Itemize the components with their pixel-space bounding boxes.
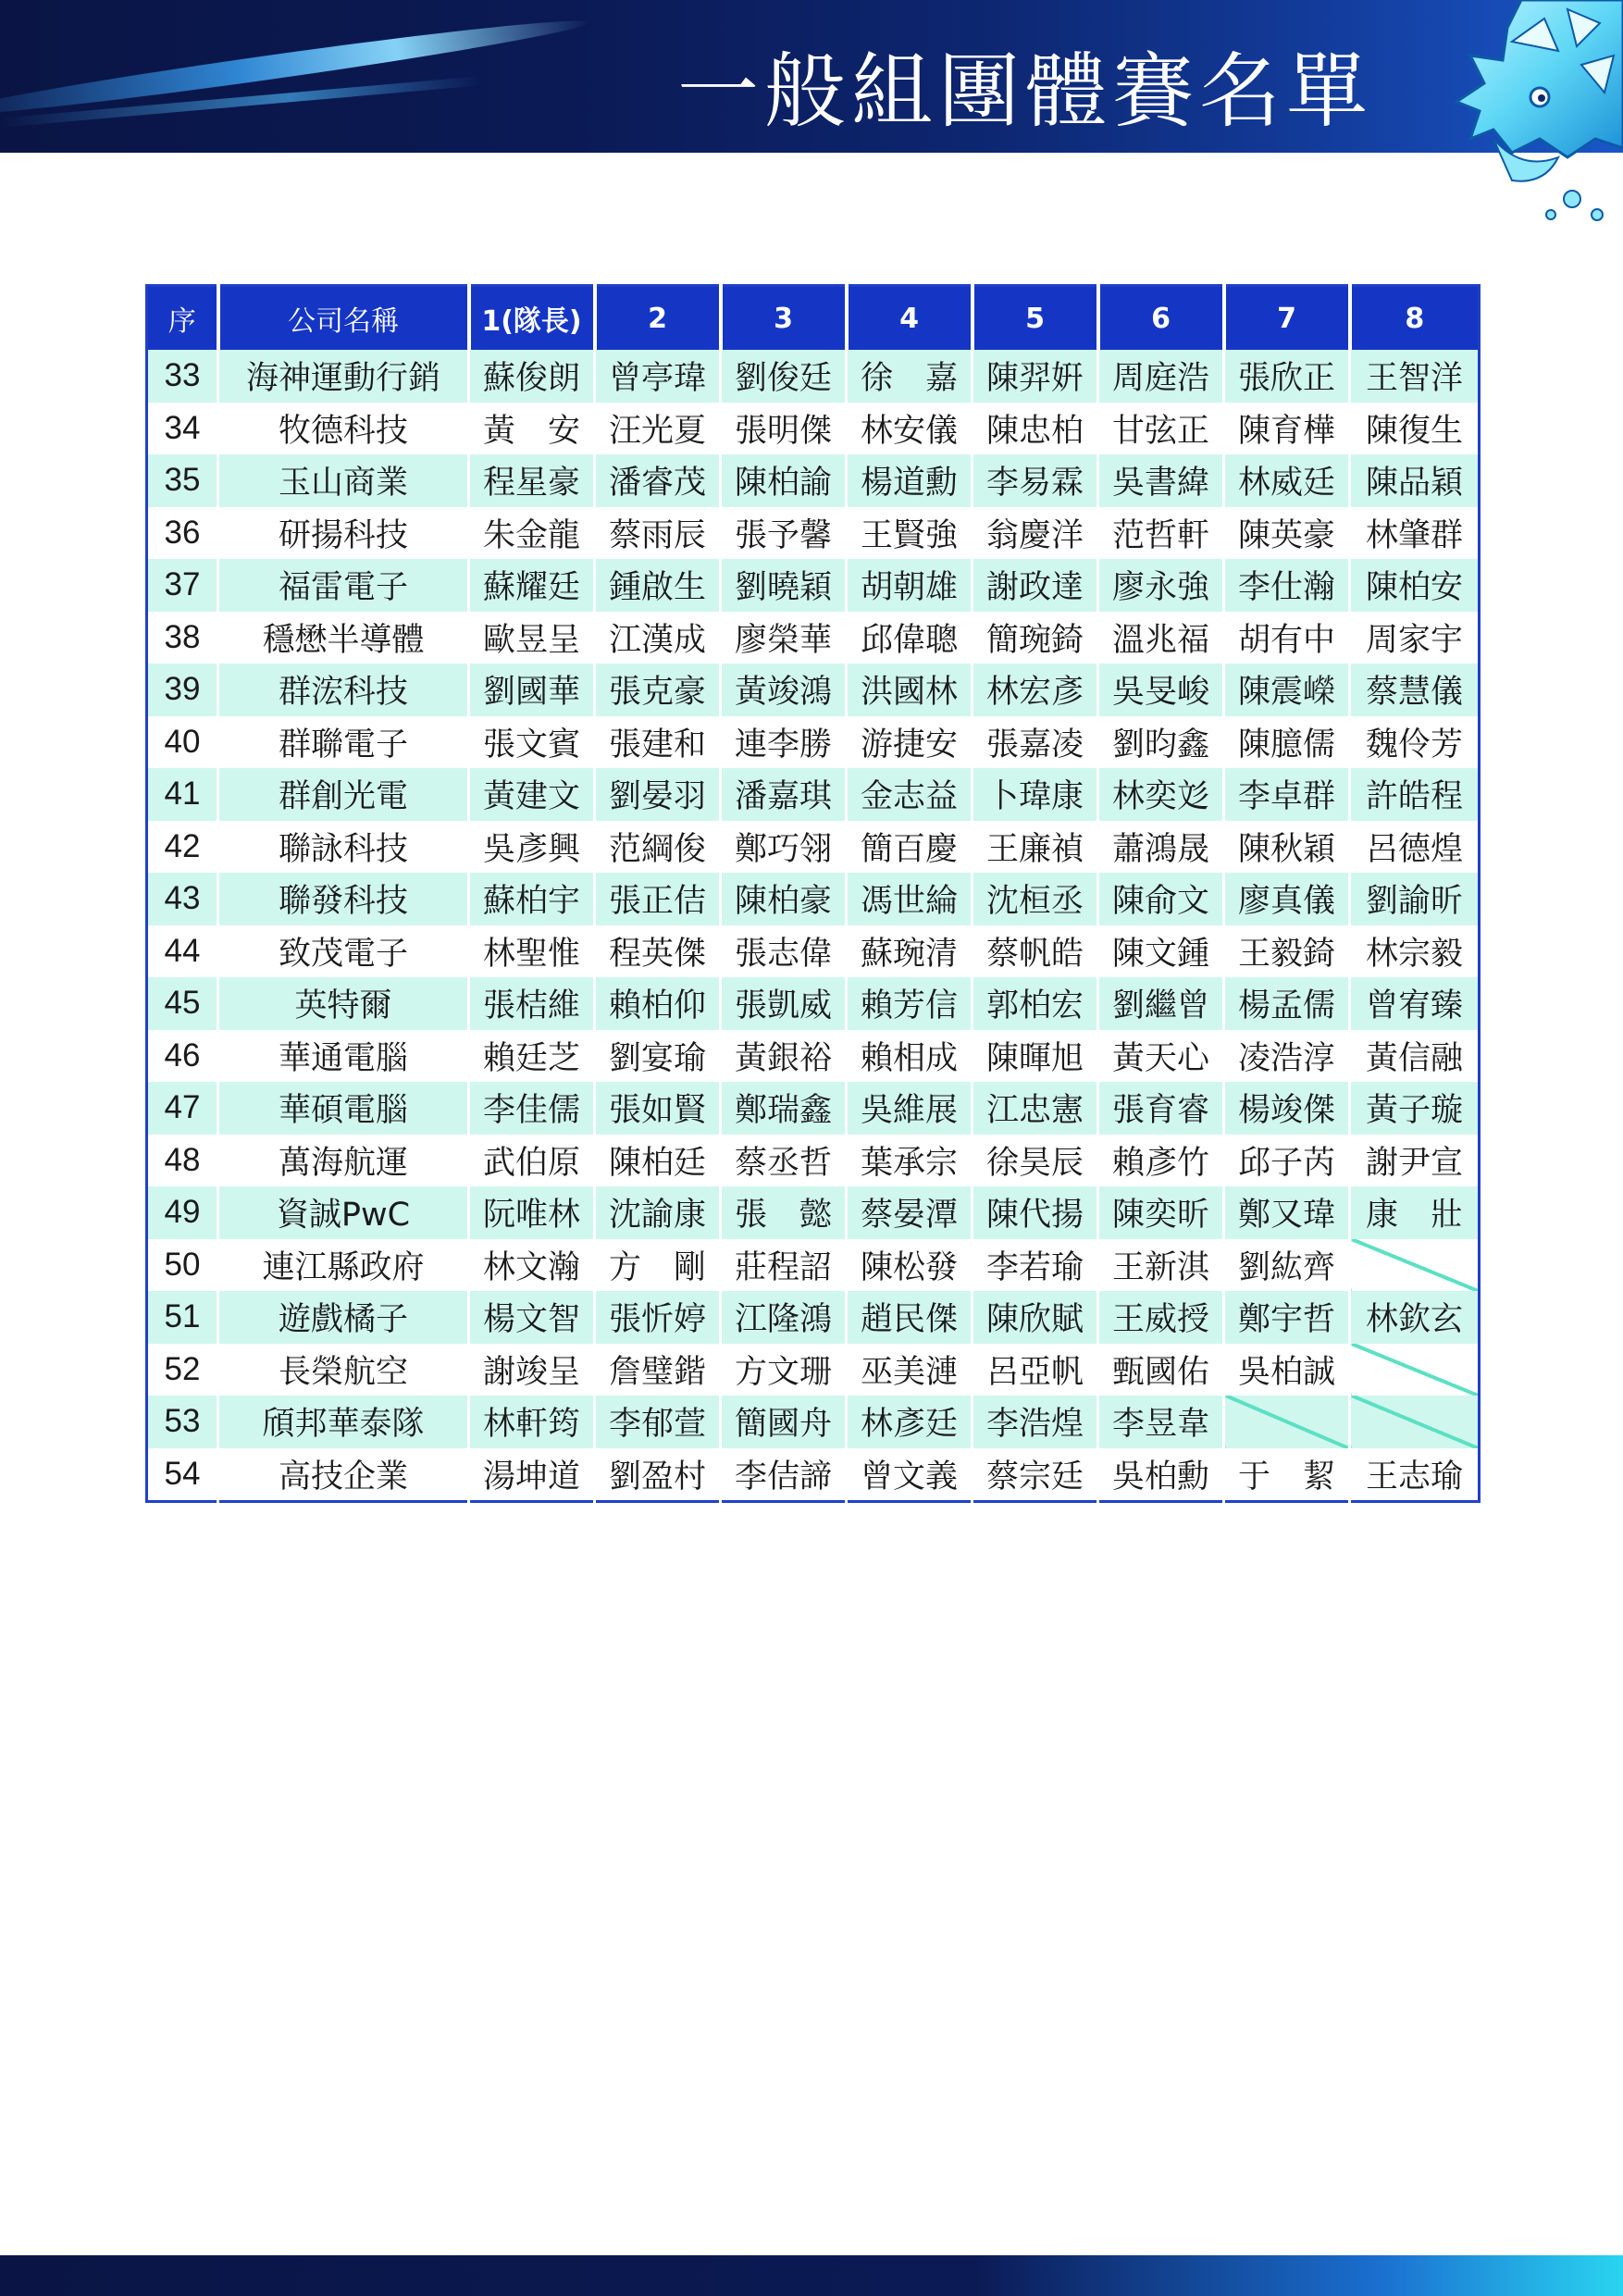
member-name: 金志益 [847,768,973,821]
member-name: 陳代揚 [973,1186,1098,1239]
table-row [147,1186,1480,1239]
member-name: 江漢成 [595,612,721,664]
member-name: 劉繼曾 [1098,977,1224,1030]
table-row [147,350,1480,403]
table-row [147,1396,1480,1448]
team-number: 33 [147,350,218,403]
member-name: 廖永強 [1098,559,1224,612]
member-name: 馮世綸 [847,873,973,925]
member-name: 蔡帆皓 [973,925,1098,978]
member-name: 陳臆儒 [1224,716,1350,769]
column-header-member-7: 7 [1224,286,1350,351]
member-name: 游捷安 [847,716,973,769]
column-header-member-8: 8 [1350,286,1480,351]
member-name: 蔡宗廷 [973,1448,1098,1502]
member-name: 洪國林 [847,664,973,716]
table-row [147,821,1480,874]
member-name: 江忠憲 [973,1082,1098,1135]
member-name: 陳忠柏 [973,403,1098,455]
member-name: 李卓群 [1224,768,1350,821]
table-row [147,1082,1480,1135]
member-name: 江隆鴻 [721,1291,847,1344]
member-name: 范綱俊 [595,821,721,874]
table-row [147,716,1480,769]
member-name: 趙民傑 [847,1291,973,1344]
member-name: 曾宥臻 [1350,977,1480,1030]
member-name: 楊道勳 [847,454,973,507]
banner-light-streak [0,10,590,124]
member-name: 李易霖 [973,454,1098,507]
member-name: 黃建文 [469,768,595,821]
member-name: 卜瑋康 [973,768,1098,821]
member-name: 賴廷芝 [469,1030,595,1083]
empty-member-slot [1350,1344,1480,1396]
member-name: 邱偉聰 [847,612,973,664]
company-name: 群創光電 [218,768,469,821]
table-row [147,1135,1480,1187]
member-name: 張予馨 [721,507,847,560]
team-number: 48 [147,1135,218,1187]
member-name: 廖真儀 [1224,873,1350,925]
member-name: 陳柏豪 [721,873,847,925]
member-name: 胡朝雄 [847,559,973,612]
member-name: 王廉禎 [973,821,1098,874]
member-name: 蕭鴻晟 [1098,821,1224,874]
member-name: 廖榮華 [721,612,847,664]
company-name: 華碩電腦 [218,1082,469,1135]
table-row [147,768,1480,821]
member-name: 蔡雨辰 [595,507,721,560]
member-name: 陳震嶸 [1224,664,1350,716]
member-name: 林安儀 [847,403,973,455]
member-name: 連李勝 [721,716,847,769]
member-name: 陳羿姸 [973,350,1098,403]
member-name: 簡國舟 [721,1396,847,1448]
company-name: 玉山商業 [218,454,469,507]
member-name: 甘弦正 [1098,403,1224,455]
member-name: 簡琬錡 [973,612,1098,664]
member-name: 陳柏諭 [721,454,847,507]
member-name: 詹璧鍇 [595,1344,721,1396]
member-name: 方文珊 [721,1344,847,1396]
company-name: 致茂電子 [218,925,469,978]
team-number: 42 [147,821,218,874]
member-name: 鍾啟生 [595,559,721,612]
member-name: 黃竣鴻 [721,664,847,716]
table-row [147,977,1480,1030]
team-number: 46 [147,1030,218,1083]
member-name: 李昱韋 [1098,1396,1224,1448]
company-name: 牧德科技 [218,403,469,455]
member-name: 陳柏廷 [595,1135,721,1187]
table-row [147,559,1480,612]
member-name: 楊竣傑 [1224,1082,1350,1135]
member-name: 陳文鍾 [1098,925,1224,978]
company-name: 群浤科技 [218,664,469,716]
member-name: 王新淇 [1098,1239,1224,1292]
team-number: 51 [147,1291,218,1344]
member-name: 莊程詔 [721,1239,847,1292]
member-name: 甄國佑 [1098,1344,1224,1396]
member-name: 葉承宗 [847,1135,973,1187]
member-name: 潘嘉琪 [721,768,847,821]
member-name: 劉曉穎 [721,559,847,612]
member-name: 蘇俊朗 [469,350,595,403]
column-header-seq: 序 [147,286,218,351]
member-name: 吳柏勳 [1098,1448,1224,1502]
member-name: 劉晏羽 [595,768,721,821]
company-name: 研揚科技 [218,507,469,560]
member-name: 劉盈村 [595,1448,721,1502]
member-name: 于 絜 [1224,1448,1350,1502]
team-number: 45 [147,977,218,1030]
member-name: 謝竣呈 [469,1344,595,1396]
member-name: 李郁萱 [595,1396,721,1448]
member-name: 王威授 [1098,1291,1224,1344]
member-name: 賴芳信 [847,977,973,1030]
member-name: 黃 安 [469,403,595,455]
member-name: 溫兆福 [1098,612,1224,664]
member-name: 李若瑜 [973,1239,1098,1292]
member-name: 呂德煌 [1350,821,1480,874]
member-name: 陳秋穎 [1224,821,1350,874]
member-name: 鄭瑞鑫 [721,1082,847,1135]
company-name: 聯發科技 [218,873,469,925]
member-name: 沈諭康 [595,1186,721,1239]
company-name: 華通電腦 [218,1030,469,1083]
member-name: 王賢強 [847,507,973,560]
member-name: 張志偉 [721,925,847,978]
team-number: 54 [147,1448,218,1502]
member-name: 徐 嘉 [847,350,973,403]
company-name: 長榮航空 [218,1344,469,1396]
member-name: 陳育樺 [1224,403,1350,455]
member-name: 劉國華 [469,664,595,716]
member-name: 武伯原 [469,1135,595,1187]
member-name: 林奕彣 [1098,768,1224,821]
member-name: 黃銀裕 [721,1030,847,1083]
table-row [147,1291,1480,1344]
empty-member-slot [1350,1396,1480,1448]
member-name: 賴柏仰 [595,977,721,1030]
member-name: 呂亞帆 [973,1344,1098,1396]
team-number: 34 [147,403,218,455]
team-number: 39 [147,664,218,716]
member-name: 潘睿茂 [595,454,721,507]
member-name: 黃天心 [1098,1030,1224,1083]
team-number: 43 [147,873,218,925]
member-name: 蔡丞哲 [721,1135,847,1187]
member-name: 周家宇 [1350,612,1480,664]
company-name: 萬海航運 [218,1135,469,1187]
member-name: 謝政達 [973,559,1098,612]
member-name: 賴相成 [847,1030,973,1083]
member-name: 劉諭昕 [1350,873,1480,925]
column-header-company: 公司名稱 [218,286,469,351]
member-name: 張文賓 [469,716,595,769]
member-name: 林宗毅 [1350,925,1480,978]
member-name: 林彥廷 [847,1396,973,1448]
member-name: 胡有中 [1224,612,1350,664]
member-name: 李浩煌 [973,1396,1098,1448]
team-number: 38 [147,612,218,664]
member-name: 林文瀚 [469,1239,595,1292]
table-row [147,1344,1480,1396]
member-name: 王志瑜 [1350,1448,1480,1502]
company-name: 福雷電子 [218,559,469,612]
member-name: 劉俊廷 [721,350,847,403]
company-name: 連江縣政府 [218,1239,469,1292]
team-number: 35 [147,454,218,507]
member-name: 蔡晏潭 [847,1186,973,1239]
member-name: 方 剛 [595,1239,721,1292]
company-name: 海神運動行銷 [218,350,469,403]
member-name: 陳奕昕 [1098,1186,1224,1239]
footer-bar [0,2255,1623,2296]
member-name: 楊文智 [469,1291,595,1344]
column-header-member-1: 1(隊長) [469,286,595,351]
member-name: 陳復生 [1350,403,1480,455]
member-name: 陳欣賦 [973,1291,1098,1344]
member-name: 鄭又瑋 [1224,1186,1350,1239]
member-name: 康 壯 [1350,1186,1480,1239]
company-name: 穩懋半導體 [218,612,469,664]
column-header-member-3: 3 [721,286,847,351]
company-name: 資誠PwC [218,1186,469,1239]
table-row [147,507,1480,560]
member-name: 劉宴瑜 [595,1030,721,1083]
table-row [147,1448,1480,1502]
member-name: 陳俞文 [1098,873,1224,925]
member-name: 林欽玄 [1350,1291,1480,1344]
member-name: 凌浩淳 [1224,1030,1350,1083]
member-name: 張正佶 [595,873,721,925]
member-name: 魏伶芳 [1350,716,1480,769]
member-name: 郭柏宏 [973,977,1098,1030]
member-name: 徐昊辰 [973,1135,1098,1187]
member-name: 林軒筠 [469,1396,595,1448]
member-name: 陳暉旭 [973,1030,1098,1083]
member-name: 謝尹宣 [1350,1135,1480,1187]
member-name: 鄭巧翎 [721,821,847,874]
member-name: 林威廷 [1224,454,1350,507]
empty-member-slot [1350,1239,1480,1292]
team-number: 36 [147,507,218,560]
member-name: 王智洋 [1350,350,1480,403]
team-number: 47 [147,1082,218,1135]
member-name: 張桔維 [469,977,595,1030]
member-name: 歐昱呈 [469,612,595,664]
team-number: 52 [147,1344,218,1396]
member-name: 黃子璇 [1350,1082,1480,1135]
member-name: 許皓程 [1350,768,1480,821]
member-name: 李佳儒 [469,1082,595,1135]
table-row [147,1239,1480,1292]
member-name: 陳柏安 [1350,559,1480,612]
member-name: 林肇群 [1350,507,1480,560]
member-name: 吳彥興 [469,821,595,874]
company-name: 群聯電子 [218,716,469,769]
member-name: 曾亭瑋 [595,350,721,403]
member-name: 曾文義 [847,1448,973,1502]
member-name: 林聖惟 [469,925,595,978]
member-name: 張忻婷 [595,1291,721,1344]
empty-member-slot [1224,1396,1350,1448]
member-name: 蘇柏宇 [469,873,595,925]
member-name: 吳維展 [847,1082,973,1135]
member-name: 沈桓丞 [973,873,1098,925]
member-name: 林宏彥 [973,664,1098,716]
member-name: 汪光夏 [595,403,721,455]
member-name: 張建和 [595,716,721,769]
column-header-member-5: 5 [973,286,1098,351]
team-number: 40 [147,716,218,769]
member-name: 張育睿 [1098,1082,1224,1135]
member-name: 吳旻峻 [1098,664,1224,716]
member-name: 李仕瀚 [1224,559,1350,612]
member-name: 簡百慶 [847,821,973,874]
header-banner [0,0,1623,153]
member-name: 黃信融 [1350,1030,1480,1083]
column-header-member-2: 2 [595,286,721,351]
member-name: 范哲軒 [1098,507,1224,560]
member-name: 翁慶洋 [973,507,1098,560]
member-name: 蔡慧儀 [1350,664,1480,716]
team-roster-table [145,284,1481,1503]
member-name: 賴彥竹 [1098,1135,1224,1187]
member-name: 程星豪 [469,454,595,507]
member-name: 李佶諦 [721,1448,847,1502]
member-name: 蘇耀廷 [469,559,595,612]
member-name: 張嘉凌 [973,716,1098,769]
page-title: 一般組團體賽名單 [676,43,1373,139]
member-name: 張如賢 [595,1082,721,1135]
member-name: 邱子芮 [1224,1135,1350,1187]
member-name: 程英傑 [595,925,721,978]
member-name: 鄭宇哲 [1224,1291,1350,1344]
member-name: 吳柏誠 [1224,1344,1350,1396]
team-number: 41 [147,768,218,821]
table-row [147,612,1480,664]
team-number: 49 [147,1186,218,1239]
member-name: 巫美漣 [847,1344,973,1396]
member-name: 劉紘齊 [1224,1239,1350,1292]
team-number: 37 [147,559,218,612]
lion-mascot-icon [1382,0,1623,231]
member-name: 阮唯林 [469,1186,595,1239]
member-name: 蘇琬清 [847,925,973,978]
member-name: 張明傑 [721,403,847,455]
member-name: 王毅錡 [1224,925,1350,978]
company-name: 頎邦華泰隊 [218,1396,469,1448]
member-name: 張 懿 [721,1186,847,1239]
table-row [147,873,1480,925]
member-name: 劉昀鑫 [1098,716,1224,769]
member-name: 陳松發 [847,1239,973,1292]
table-row [147,454,1480,507]
table-row [147,403,1480,455]
member-name: 湯坤道 [469,1448,595,1502]
column-header-member-6: 6 [1098,286,1224,351]
company-name: 聯詠科技 [218,821,469,874]
member-name: 吳書緯 [1098,454,1224,507]
company-name: 英特爾 [218,977,469,1030]
member-name: 陳品穎 [1350,454,1480,507]
member-name: 張凱威 [721,977,847,1030]
member-name: 朱金龍 [469,507,595,560]
company-name: 高技企業 [218,1448,469,1502]
team-number: 53 [147,1396,218,1448]
table-row [147,664,1480,716]
company-name: 遊戲橘子 [218,1291,469,1344]
table-row [147,925,1480,978]
team-number: 44 [147,925,218,978]
column-header-member-4: 4 [847,286,973,351]
team-number: 50 [147,1239,218,1292]
member-name: 張欣正 [1224,350,1350,403]
table-row [147,1030,1480,1083]
member-name: 楊孟儒 [1224,977,1350,1030]
member-name: 周庭浩 [1098,350,1224,403]
table-header-row [147,286,1480,351]
member-name: 陳英豪 [1224,507,1350,560]
member-name: 張克豪 [595,664,721,716]
